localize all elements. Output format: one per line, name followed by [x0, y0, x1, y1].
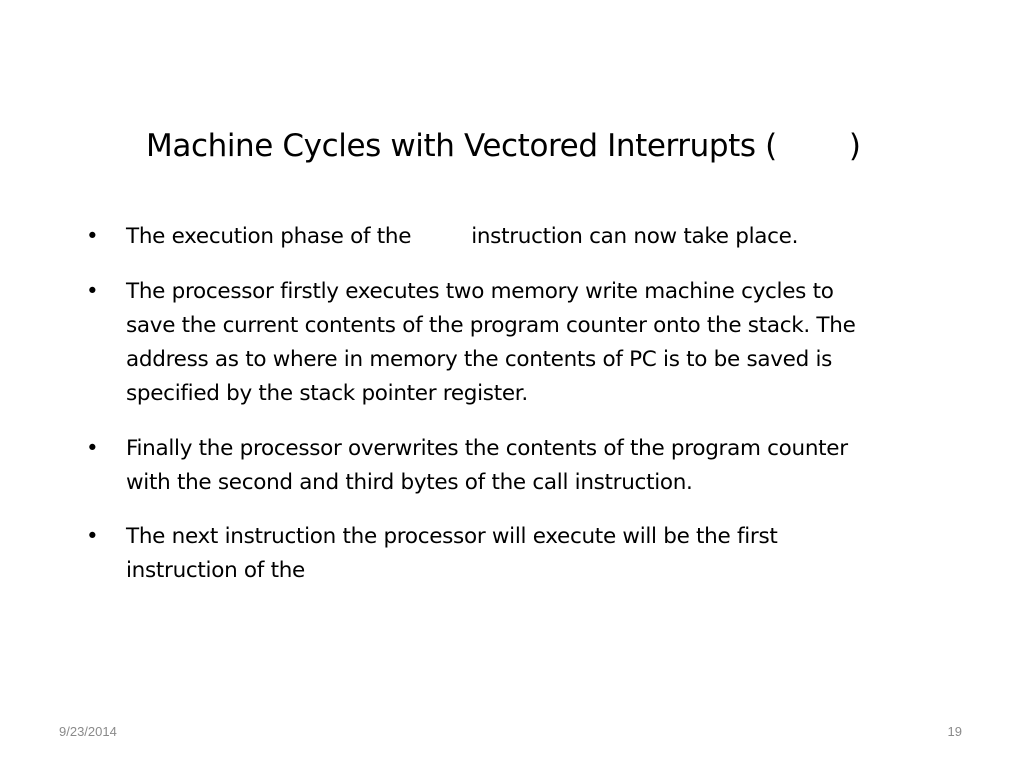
bullet-line: Finally the processor overwrites the contents of the program counter: [126, 436, 848, 461]
bullet-line: with the second and third bytes of the call instruction.: [126, 470, 693, 495]
bullet-line: address as to where in memory the contents of PC is to be saved is: [126, 347, 833, 372]
bullet-line: The next instruction the processor will execute will be the first: [126, 524, 778, 549]
bullet-line: The processor firstly executes two memory write machine cycles to: [126, 279, 834, 304]
bullet-line: specified by the stack pointer register.: [126, 381, 528, 406]
bullet-text-part: instruction can now take place.: [471, 224, 799, 249]
bullet-line: [126, 220, 946, 254]
page-number: 19: [947, 724, 962, 739]
bullet-item: [86, 520, 946, 588]
bullet-marker: •: [86, 436, 99, 461]
bullet-marker: •: [86, 524, 99, 549]
footer-date: 9/23/2014: [59, 724, 117, 739]
bullet-line: save the current contents of the program counter onto the stack. The: [126, 313, 856, 338]
slide-title-close: ): [848, 128, 861, 164]
bullet-item: [86, 432, 946, 500]
slide-title: [146, 126, 861, 166]
bullet-marker: •: [86, 279, 99, 304]
bullet-line: instruction of the: [126, 558, 305, 583]
bullet-text-part: The execution phase of the: [126, 224, 412, 249]
bullet-marker: •: [86, 224, 99, 249]
slide-title-text: Machine Cycles with Vectored Interrupts (: [146, 128, 777, 164]
bullet-item: [86, 275, 946, 411]
bullet-item: [86, 220, 946, 254]
